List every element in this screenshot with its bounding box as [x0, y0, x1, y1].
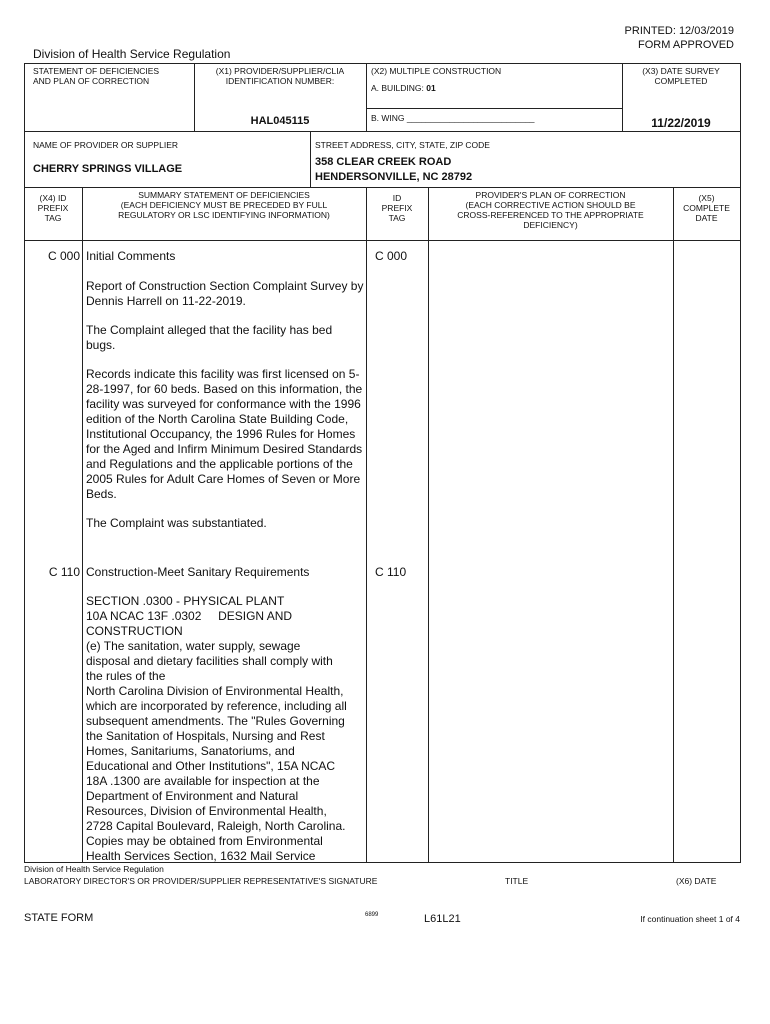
col-summary-line1: SUMMARY STATEMENT OF DEFICIENCIES — [138, 190, 310, 200]
col-x4-header — [24, 193, 82, 223]
col-x5-line2: COMPLETE — [683, 203, 730, 213]
x3-label-line1: (X3) DATE SURVEY — [642, 66, 720, 76]
entry-c110-line: 10A NCAC 13F .0302 DESIGN AND — [86, 609, 293, 623]
rule-columns — [24, 187, 741, 188]
col-id-line3: TAG — [388, 213, 406, 223]
entry-c000-paragraph-1: Report of Construction Section Complaint Survey by Dennis Harrell on 11-22-2019. — [86, 279, 364, 308]
form-approved: FORM APPROVED — [638, 39, 734, 51]
entry-c110-line: the Sanitation of Hospitals, Nursing and Rest — [86, 729, 325, 743]
signature-label: LABORATORY DIRECTOR'S OR PROVIDER/SUPPLIER REPRESENTATIVE'S SIGNATURE — [24, 876, 378, 886]
rule-col-prefix — [82, 187, 83, 862]
entry-c110-line: SECTION .0300 - PHYSICAL PLANT — [86, 594, 285, 608]
col-x5-line1: (X5) — [698, 193, 715, 203]
building-label: A. BUILDING: — [371, 83, 424, 93]
col-id-line1: ID — [392, 193, 402, 203]
entry-c110-line: Resources, Division of Environmental Health, — [86, 804, 327, 818]
entry-c110-line: Health Services Section, 1632 Mail Service — [86, 849, 316, 863]
rule-col-summary — [366, 187, 367, 862]
building-value: 01 — [426, 83, 436, 93]
entry-c110-line: Copies may be obtained from Environmental — [86, 834, 323, 848]
header-printed-block — [625, 24, 734, 52]
rule-x2 — [366, 63, 367, 131]
address-label: STREET ADDRESS, CITY, STATE, ZIP CODE — [315, 140, 490, 150]
entry-c110-line: North Carolina Division of Environmental Health, — [86, 684, 344, 698]
entry-c110-line: the rules of the — [86, 669, 166, 683]
survey-completed-date: 11/22/2019 — [651, 116, 711, 130]
address-line-2: HENDERSONVILLE, NC 28792 — [315, 171, 473, 183]
building-field — [371, 83, 436, 93]
x2-label: (X2) MULTIPLE CONSTRUCTION — [371, 66, 502, 76]
entry-c110-regulation-text — [86, 594, 364, 864]
col-x5-line3: DATE — [695, 213, 718, 223]
rule-provider — [24, 131, 741, 132]
entry-c000-paragraph-4: The Complaint was substantiated. — [86, 516, 267, 530]
wing-field: B. WING ___________________________ — [371, 113, 535, 123]
col-summary-line3: REGULATORY OR LSC IDENTIFYING INFORMATION) — [118, 210, 330, 220]
entry-c110-prefix-tag: C 110 — [48, 565, 80, 579]
address-line-1: 358 CLEAR CREEK ROAD — [315, 156, 452, 168]
entry-c110-line: Educational and Other Institutions", 15A NCAC — [86, 759, 336, 773]
state-form-label: STATE FORM — [24, 912, 94, 924]
provider-label: NAME OF PROVIDER OR SUPPLIER — [33, 140, 178, 150]
entry-c000-title: Initial Comments — [86, 249, 176, 263]
entry-c110-line: Department of Environment and Natural — [86, 789, 299, 803]
entry-c110-line: which are incorporated by reference, including all — [86, 699, 347, 713]
entry-c110-line: CONSTRUCTION — [86, 624, 183, 638]
entry-c110-line: disposal and dietary facilities shall comply with — [86, 654, 333, 668]
entry-c110-line: (e) The sanitation, water supply, sewage — [86, 639, 301, 653]
entry-c110-body — [86, 565, 364, 864]
x3-label — [622, 66, 740, 86]
col-x4-line3: TAG — [44, 213, 62, 223]
rule-right — [740, 63, 741, 863]
x3-label-line2: COMPLETED — [654, 76, 708, 86]
entry-c000-paragraph-2: The Complaint alleged that the facility has bed bugs. — [86, 323, 333, 352]
entry-c110-line: Homes, Sanitariums, Sanatoriums, and — [86, 744, 295, 758]
entry-c110-id-tag: C 110 — [375, 565, 407, 579]
statement-label — [33, 66, 159, 86]
col-summary-line2: (EACH DEFICIENCY MUST BE PRECEDED BY FULL — [120, 200, 328, 210]
col-id-line2: PREFIX — [381, 203, 413, 213]
col-summary-header — [82, 190, 366, 220]
continuation-sheet: If continuation sheet 1 of 4 — [640, 914, 740, 924]
x1-label — [194, 66, 366, 86]
col-x4-line2: PREFIX — [37, 203, 69, 213]
col-plan-line3: CROSS-REFERENCED TO THE APPROPRIATE — [457, 210, 644, 220]
col-plan-line2: (EACH CORRECTIVE ACTION SHOULD BE — [465, 200, 636, 210]
footer-division: Division of Health Service Regulation — [24, 864, 164, 874]
division-title: Division of Health Service Regulation — [33, 47, 231, 61]
x1-label-line1: (X1) PROVIDER/SUPPLIER/CLIA — [215, 66, 345, 76]
col-plan-header — [428, 190, 673, 230]
entry-c110-line: 2728 Capital Boulevard, Raleigh, North Carolina. — [86, 819, 346, 833]
entry-c000-body — [86, 249, 364, 545]
col-plan-line4: DEFICIENCY) — [523, 220, 578, 230]
rule-body — [24, 240, 741, 241]
entry-c110-title: Construction-Meet Sanitary Requirements — [86, 565, 310, 579]
statement-label-line1: STATEMENT OF DEFICIENCIES — [33, 66, 160, 76]
entry-c110-line: subsequent amendments. The "Rules Governing — [86, 714, 345, 728]
signature-date-label: (X6) DATE — [676, 876, 717, 886]
col-x5-header — [673, 193, 740, 223]
event-id: L61L21 — [424, 913, 461, 925]
rule-col-plan — [673, 187, 674, 862]
rule-top — [24, 63, 741, 64]
street-address — [315, 155, 472, 185]
rule-col-id — [428, 187, 429, 862]
printed-date: PRINTED: 12/03/2019 — [624, 25, 734, 37]
col-x4-line1: (X4) ID — [39, 193, 67, 203]
provider-name: CHERRY SPRINGS VILLAGE — [33, 163, 183, 175]
entry-c000-id-tag: C 000 — [375, 249, 408, 263]
entry-c000-prefix-tag: C 000 — [47, 249, 80, 263]
provider-id-number: HAL045115 — [250, 115, 310, 127]
entry-c110-line: 18A .1300 are available for inspection at the — [86, 774, 320, 788]
rule-address — [310, 131, 311, 187]
statement-label-line2: AND PLAN OF CORRECTION — [33, 76, 150, 86]
col-id-header — [366, 193, 428, 223]
rule-wing — [366, 108, 622, 109]
rule-left — [24, 63, 25, 863]
entry-c000-paragraph-3: Records indicate this facility was first licensed on 5-28-1997, for 60 beds. Based on this information, the facility was surveyed for conformance with the 1996 edition of the North Carolina State Building Code, Institutional Occupancy, the 1996 Rules for Homes for the Aged and Infirm Minimum Desired Standards and Regulations and the applicable portions of the 2005 Rules for Adult Care Homes of Seven or More Beds. — [86, 367, 363, 501]
title-label: TITLE — [505, 876, 529, 886]
col-plan-line1: PROVIDER'S PLAN OF CORRECTION — [475, 190, 626, 200]
form-number: 6899 — [365, 912, 379, 918]
x1-label-line2: IDENTIFICATION NUMBER: — [225, 76, 335, 86]
